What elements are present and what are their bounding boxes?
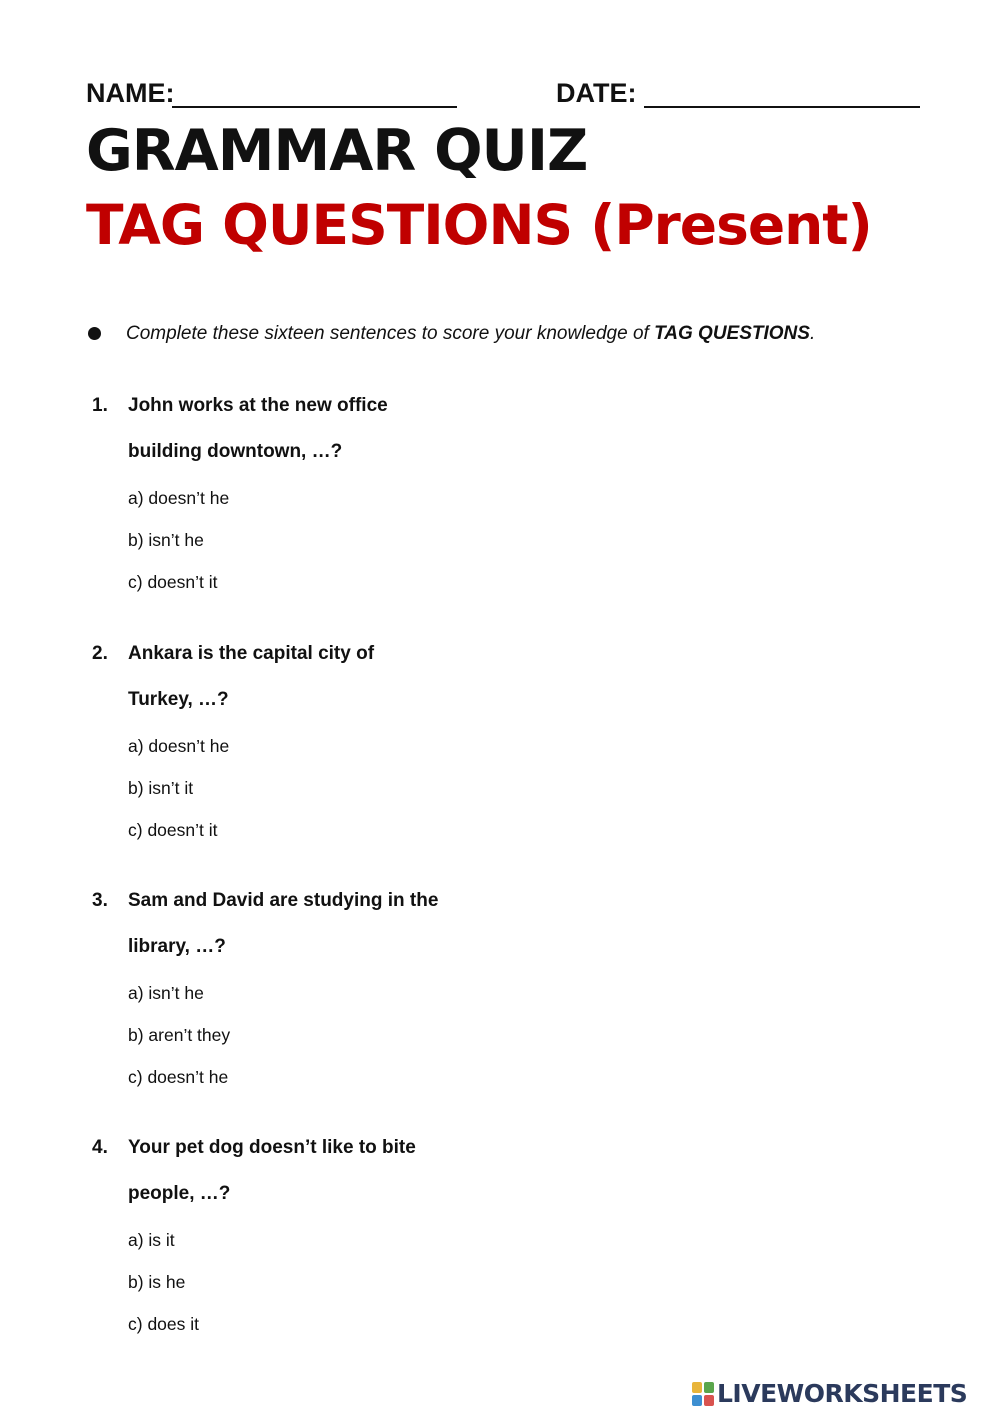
- answer-option-c[interactable]: c) does it: [128, 1314, 199, 1334]
- instruction-text: [126, 320, 815, 348]
- answer-option-a[interactable]: a) doesn’t he: [128, 736, 230, 756]
- answer-option-c[interactable]: c) doesn’t he: [128, 1067, 229, 1087]
- question-text-line2: Turkey, …?: [128, 689, 229, 710]
- answer-option-b[interactable]: b) aren’t they: [128, 1025, 231, 1045]
- page-title: GRAMMAR QUIZ: [86, 118, 588, 184]
- question-text-line1: Your pet dog doesn’t like to bite: [128, 1137, 416, 1158]
- liveworksheets-logo: [692, 1378, 992, 1410]
- question-text-line2: people, …?: [128, 1183, 231, 1204]
- answer-option-c[interactable]: c) doesn’t it: [128, 572, 218, 592]
- answer-option-b[interactable]: b) isn’t it: [128, 778, 194, 798]
- question-number: 1.: [92, 395, 108, 416]
- question-text-line2: library, …?: [128, 936, 226, 957]
- question-text-line1: John works at the new office: [128, 395, 388, 416]
- answer-option-a[interactable]: a) is it: [128, 1230, 175, 1250]
- answer-option-a[interactable]: a) isn’t he: [128, 983, 204, 1003]
- date-label: DATE:: [556, 78, 637, 108]
- answer-option-b[interactable]: b) is he: [128, 1272, 186, 1292]
- name-field[interactable]: [172, 106, 457, 108]
- question-text-line1: Sam and David are studying in the: [128, 890, 439, 911]
- instruction-tail: .: [809, 323, 816, 344]
- header: [86, 76, 926, 110]
- bullet-icon: [88, 327, 101, 340]
- instruction: [86, 320, 966, 348]
- date-field[interactable]: [644, 106, 920, 108]
- instruction-emphasis: TAG QUESTIONS: [654, 323, 810, 344]
- question-number: 3.: [92, 890, 108, 911]
- question-number: 4.: [92, 1137, 108, 1158]
- answer-option-c[interactable]: c) doesn’t it: [128, 820, 218, 840]
- question-text-line2: building downtown, …?: [128, 441, 343, 462]
- logo-badge-icon: [692, 1382, 714, 1406]
- question-text-line1: Ankara is the capital city of: [128, 643, 375, 664]
- answer-option-b[interactable]: b) isn’t he: [128, 530, 204, 550]
- page-subtitle: TAG QUESTIONS (Present): [86, 193, 872, 257]
- answer-option-a[interactable]: a) doesn’t he: [128, 488, 230, 508]
- logo-wordmark: LIVEWORKSHEETS: [717, 1379, 968, 1408]
- name-label: NAME:: [86, 78, 175, 108]
- question-number: 2.: [92, 643, 108, 664]
- instruction-lead: Complete these sixteen sentences to score your knowledge of: [126, 323, 655, 344]
